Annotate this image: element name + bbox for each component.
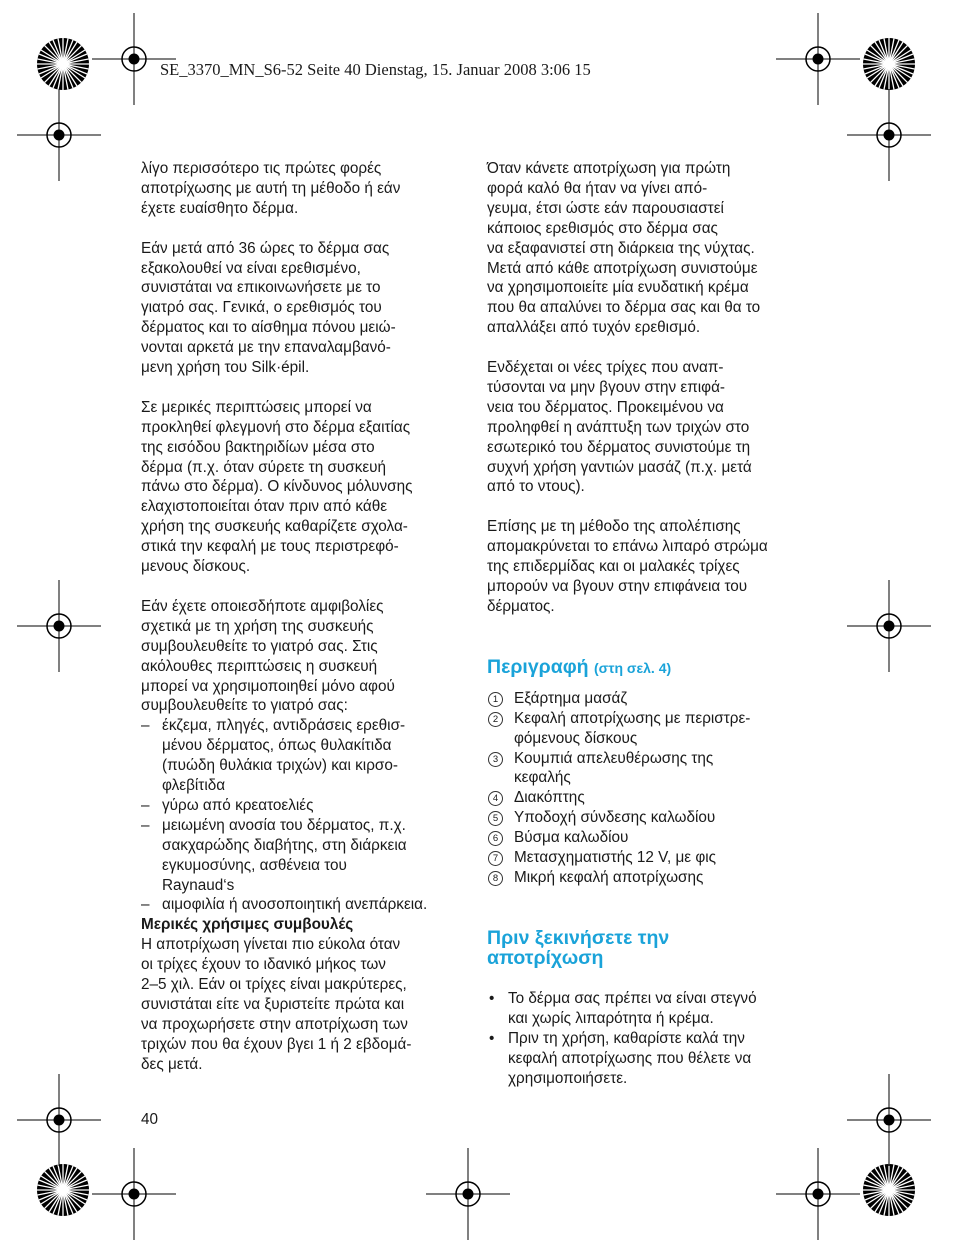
- circled-number-icon: 5: [488, 811, 503, 826]
- part-label: Μετασχηματιστής 12 V, με φις: [514, 849, 717, 867]
- paragraph: Εάν μετά από 36 ώρες το δέρμα σας εξακολουθεί να είναι ερεθισμένο, συνιστάται να επικοινωνήσετε με το γιατρό σας. Γενικά, ο ερεθισμός του δέρματος και το αίσθημα πόνου μειώ- νονται αρκετά με την επαναλαμβανό- μενη χρήση του Silk·épil.: [141, 239, 396, 377]
- paragraph: Σε μερικές περιπτώσεις μπορεί να προκληθεί φλεγμονή στο δέρμα εξαιτίας της εισόδου βακτηριδίων μέσα στο δέρμα (π.χ. όταν σύρετε τη συσκευή πάνω στο δέρμα). Ο κίνδυνος μόλυνσης ελαχιστοποιείται όταν πριν από κάθε χρήση της συσκευής καθαρίζετε σχολα- στικά την κεφαλή με τους περιστρεφό- μενους δίσκους.: [141, 398, 413, 576]
- list-item: – αιμοφιλία ή ανοσοποιητική ανεπάρκεια.: [141, 895, 466, 915]
- crosshair-mark: [847, 89, 931, 181]
- paragraph: Η αποτρίχωση γίνεται πιο εύκολα όταν οι τρίχες έχουν το ιδανικό μήκος των 2–5 χιλ. Εάν οι τρίχες είναι μακρύτερες, συνιστάται είτε να ξυριστείτε πρώτα και να προχωρήσετε στην αποτρίχωση των τριχών που θα έχουν βγει 1 ή 2 εβδομά- δες μετά.: [141, 936, 412, 1073]
- paragraph: Επίσης με τη μέθοδο της απολέπισης απομακρύνεται το επάνω λιπαρό στρώμα της επιδερμίδας και οι μαλακές τρίχες μπορούν να βγουν στην επιφάνεια του δέρματος.: [487, 518, 768, 615]
- part-label: Κουμπιά απελευθέρωσης της κεφαλής: [514, 749, 714, 787]
- page-number: 40: [141, 1111, 159, 1128]
- page-reference: (στη σελ. 4): [594, 659, 672, 676]
- part-label: Διακόπτης: [514, 789, 585, 807]
- part-label: Μικρή κεφαλή αποτρίχωσης: [514, 868, 704, 886]
- list-item: – μειωμένη ανοσία του δέρματος, π.χ. σακχαρώδης διαβήτης, στη διάρκεια εγκυμοσύνης, ασθένεια του Raynaud‘s: [141, 816, 466, 896]
- section-title-text: Περιγραφή: [487, 655, 589, 678]
- starburst-mark: [863, 38, 915, 90]
- paragraph: Ενδέχεται οι νέες τρίχες που αναπ- τύσονται να μην βγουν στην επιφά- νεια του δέρματος. Προκειμένου να προληφθεί η ανάπτυξη των τριχών στο εσωτερικό του δέρματος συνιστούμε τη συχνή χρήση γαντιών μασάζ (π.χ. μετά από το ντους).: [487, 359, 752, 496]
- list-item: – γύρω από κρεατοελιές: [141, 796, 466, 816]
- paragraph: Εάν έχετε οποιεσδήποτε αμφιβολίες σχετικά με τη χρήση της συσκευής συμβουλευθείτε το γιατρό σας. Στις ακόλουθες περιπτώσεις η συσκευή μπορεί να χρησιμοποιηθεί μόνο αφού συμβουλευθείτε το γιατρό σας:: [141, 597, 395, 715]
- crosshair-mark: [426, 1148, 510, 1240]
- circled-number-icon: 4: [488, 791, 503, 806]
- part-label: Υποδοχή σύνδεσης καλωδίου: [514, 809, 716, 827]
- circled-number-icon: 8: [488, 871, 503, 886]
- tips-title: Μερικές χρήσιμες συμβουλές: [141, 916, 354, 934]
- starburst-mark: [37, 38, 89, 90]
- part-label: Εξάρτημα μασάζ: [514, 689, 628, 707]
- list-item: – έκζεμα, πληγές, αντιδράσεις ερεθισ- μένου δέρματος, όπως θυλακίτιδα (πυώδη θυλάκια τριχών) και κιρσο- φλεβίτιδα: [141, 716, 466, 796]
- circled-number-icon: 6: [488, 831, 503, 846]
- list-item: • Το δέρμα σας πρέπει να είναι στεγνό και χωρίς λιπαρότητα ή κρέμα.: [487, 989, 822, 1029]
- crosshair-mark: [776, 13, 860, 105]
- circled-number-icon: 7: [488, 851, 503, 866]
- list-item: • Πριν τη χρήση, καθαρίστε καλά την κεφαλή αποτρίχωσης που θέλετε να χρησιμοποιήσετε.: [487, 1029, 822, 1089]
- circled-number-icon: 3: [488, 752, 503, 767]
- crosshair-mark: [92, 13, 176, 105]
- paragraph: λίγο περισσότερο τις πρώτες φορές αποτρίχωσης με αυτή τη μέθοδο ή εάν έχετε ευαίσθητο δέρμα.: [141, 160, 401, 217]
- crosshair-mark: [17, 89, 101, 181]
- crosshair-mark: [776, 1148, 860, 1240]
- paragraph: Όταν κάνετε αποτρίχωση για πρώτη φορά καλό θα ήταν να γίνει από- γευμα, έτσι ώστε εάν παρουσιαστεί κάποιος ερεθισμός στο δέρμα σας να εξαφανιστεί στη διάρκεια της νύχτας. Μετά από κάθε αποτρίχωση συνιστούμε να χρησιμοποιείτε μία ενυδατική κρέμα που θα απαλύνει το δέρμα σας και θα το απαλλάξει από τυχόν ερεθισμό.: [487, 160, 761, 337]
- crosshair-mark: [17, 580, 101, 672]
- starburst-mark: [37, 1164, 89, 1216]
- crosshair-mark: [17, 1074, 101, 1166]
- circled-number-icon: 1: [488, 692, 503, 707]
- part-label: Βύσμα καλωδίου: [514, 829, 629, 847]
- circled-number-icon: 2: [488, 712, 503, 727]
- crosshair-mark: [847, 1074, 931, 1166]
- print-slug-header: SE_3370_MN_S6-52 Seite 40 Dienstag, 15. Januar 2008 3:06 15: [160, 60, 591, 79]
- part-label: Κεφαλή αποτρίχωσης με περιστρε- φόμενους δίσκους: [514, 709, 751, 747]
- crosshair-mark: [847, 580, 931, 672]
- crosshair-mark: [92, 1148, 176, 1240]
- section-title-before-start: Πριν ξεκινήσετε την αποτρίχωση: [487, 926, 670, 969]
- starburst-mark: [863, 1164, 915, 1216]
